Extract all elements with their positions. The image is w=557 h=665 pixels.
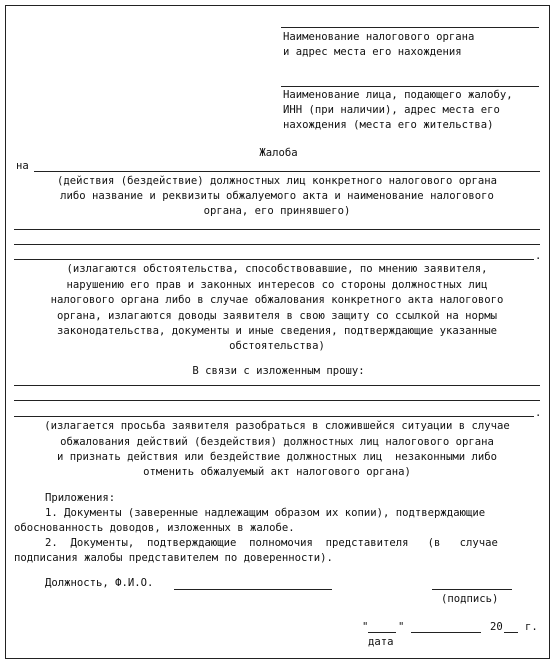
tax-authority-caption-2: и адрес места его нахождения [283, 46, 462, 58]
request-hint-1: (излагается просьба заявителя разобраться в сложившейся ситуации в случае [44, 420, 510, 432]
request-hint-2: обжалования действий (бездействия) должностных лиц налогового органа [60, 436, 494, 448]
attachment-1-line-1: 1. Документы (заверенные надлежащим образом их копии), подтверждающие [45, 507, 486, 519]
request-period: . [535, 407, 542, 419]
circumstances-hint-2: нарушению его прав и законных интересов со стороны должностных лиц [66, 279, 488, 291]
date-label: дата [368, 636, 394, 648]
position-line [174, 589, 332, 590]
attachment-1-line-2: обоснованность доводов, изложенных в жалобе. [14, 522, 295, 534]
on-label: на [16, 160, 29, 172]
circumstances-line-3 [14, 259, 534, 260]
circumstances-hint-6: обстоятельства) [229, 340, 325, 352]
date-day-line [368, 632, 396, 633]
attachment-2-line-1: 2. Документы, подтверждающие полномочия представителя (в случае [45, 537, 498, 549]
applicant-caption-2: ИНН (при наличии), адрес места его [283, 104, 500, 116]
request-hint-4: отменить обжалуемый акт налогового органа) [143, 466, 411, 478]
signature-line [432, 589, 512, 590]
tax-authority-line [281, 27, 539, 28]
applicant-caption-3: нахождения (места его жительства) [283, 119, 494, 131]
attachments-heading: Приложения: [45, 492, 116, 504]
request-intro: В связи с изложенным прошу: [192, 365, 365, 377]
request-line-1 [14, 385, 540, 386]
date-quote-open: " [362, 621, 369, 633]
document-title: Жалоба [259, 147, 298, 159]
attachment-2-line-2: подписания жалобы представителем по доверенности). [14, 552, 333, 564]
subject-hint-2: либо название и реквизиты обжалуемого акта и наименование налогового [60, 190, 494, 202]
circumstances-hint-4: органа, излагаются доводы заявителя в свою защиту со ссылкой на нормы [56, 310, 498, 322]
subject-hint-1: (действия (бездействие) должностных лиц конкретного налогового органа [56, 175, 498, 187]
subject-line [34, 171, 540, 172]
request-hint-3: и признать действия или бездействие должностных лиц незаконными либо [56, 451, 498, 463]
date-month-line [411, 632, 481, 633]
signature-label: (подпись) [441, 593, 499, 605]
date-year-prefix: 20 [490, 621, 503, 633]
circumstances-hint-5: законодательства, документы и иные сведения, подтверждающие указанные [56, 325, 498, 337]
circumstances-period: . [535, 250, 542, 262]
request-line-3 [14, 416, 534, 417]
subject-hint-3: органа, его принявшего) [203, 205, 351, 217]
circumstances-hint-1: (излагаются обстоятельства, способствовавшие, по мнению заявителя, [66, 263, 488, 275]
circumstances-hint-3: налогового органа либо в случае обжалования конкретного акта налогового [50, 294, 504, 306]
position-label: Должность, Ф.И.О. [45, 577, 154, 589]
applicant-caption-1: Наименование лица, подающего жалобу, [283, 89, 513, 101]
date-quote-close: " [398, 621, 405, 633]
tax-authority-caption-1: Наименование налогового органа [283, 31, 475, 43]
circumstances-line-2 [14, 244, 540, 245]
request-line-2 [14, 400, 540, 401]
date-year-suffix: г. [525, 621, 538, 633]
circumstances-line-1 [14, 229, 540, 230]
date-year-line [504, 632, 518, 633]
